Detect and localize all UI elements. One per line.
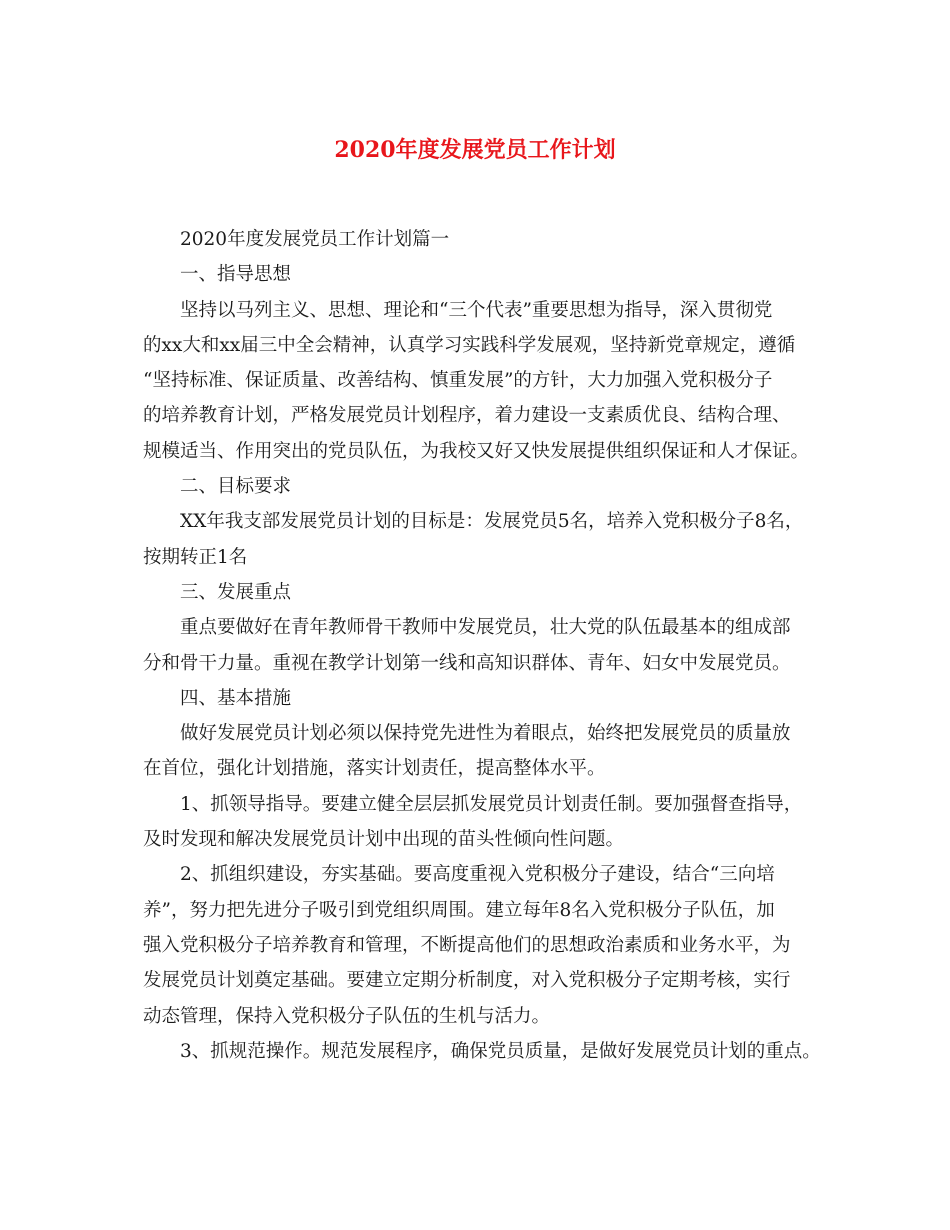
text-line: 养”，努力把先进分子吸引到党组织周围。建立每年8名入党积极分子队伍，加 [143, 899, 775, 921]
text-line: 按期转正1名 [143, 546, 248, 568]
text-line: 2020年度发展党员工作计划篇一 [180, 229, 450, 250]
text-line: 及时发现和解决发展党员计划中出现的苗头性倾向性问题。 [143, 829, 625, 851]
text-line: 重点要做好在青年教师骨干教师中发展党员，壮大党的队伍最基本的组成部 [180, 617, 791, 639]
text-line: 分和骨干力量。重视在教学计划第一线和高知识群体、青年、妇女中发展党员。 [143, 652, 791, 674]
text-line: 三、发展重点 [180, 581, 292, 603]
text-line: 四、基本措施 [180, 687, 292, 709]
text-line: 2、抓组织建设，夯实基础。要高度重视入党积极分子建设，结合“三向培 [180, 864, 775, 886]
document-body [143, 222, 823, 1069]
text-line: 规模适当、作用突出的党员队伍，为我校又好又快发展提供组织保证和人才保证。 [143, 440, 810, 462]
text-line: 的培养教育计划，严格发展党员计划程序，着力建设一支素质优良、结构合理、 [143, 405, 791, 427]
text-line: 的xx大和xx届三中全会精神，认真学习实践科学发展观，坚持新党章规定，遵循 [143, 334, 796, 356]
document-title: 2020年度发展党员工作计划 [334, 137, 616, 163]
text-line: 做好发展党员计划必须以保持党先进性为着眼点，始终把发展党员的质量放 [180, 723, 791, 745]
text-line: 在首位，强化计划措施，落实计划责任，提高整体水平。 [143, 758, 606, 780]
text-line: 强入党积极分子培养教育和管理，不断提高他们的思想政治素质和业务水平，为 [143, 934, 791, 956]
text-line: 3、抓规范操作。规范发展程序，确保党员质量，是做好发展党员计划的重点。 [180, 1040, 821, 1062]
text-line: 发展党员计划奠定基础。要建立定期分析制度，对入党积极分子定期考核，实行 [143, 970, 791, 992]
text-line: 二、目标要求 [180, 476, 292, 498]
text-line: 坚持以马列主义、思想、理论和“三个代表”重要思想为指导，深入贯彻党 [180, 299, 773, 321]
text-line: 一、指导思想 [180, 264, 292, 286]
text-line: 1、抓领导指导。要建立健全层层抓发展党员计划责任制。要加强督查指导， [180, 793, 803, 815]
text-line: XX年我支部发展党员计划的目标是：发展党员5名，培养入党积极分子8名， [180, 511, 804, 533]
text-line: “坚持标准、保证质量、改善结构、慎重发展”的方针，大力加强入党积极分子 [143, 370, 773, 392]
text-line: 动态管理，保持入党积极分子队伍的生机与活力。 [143, 1005, 551, 1027]
